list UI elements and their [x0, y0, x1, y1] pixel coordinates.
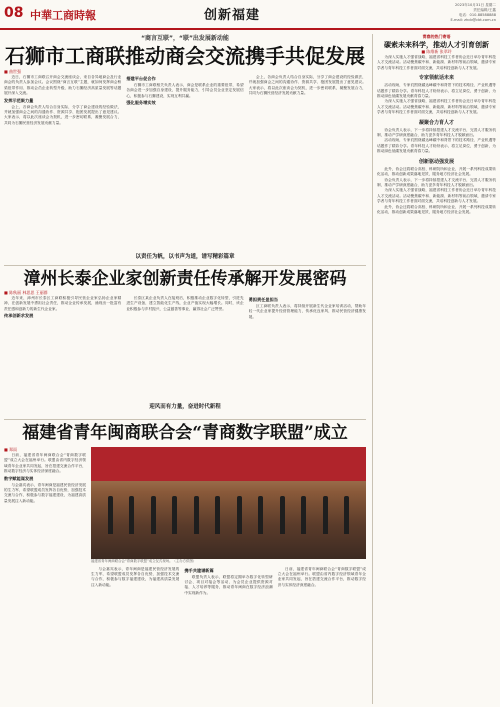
page-header	[0, 0, 500, 30]
event-photo	[91, 447, 366, 559]
header-phone: 电话：010-88588888	[458, 13, 496, 17]
stage-backdrop	[91, 447, 366, 481]
divider	[4, 419, 366, 420]
sidebar-subhead: 创新驱动强发展	[418, 158, 454, 165]
sidebar-column	[372, 34, 496, 704]
sidebar-paragraph: 为深入实施人才强省战略，福建省科技工作者协会近日举办青年科技人才交流活动。活动聚焦碳中和、新能源、新材料等前沿领域，邀请专家学者与青年科技工作者面对面交流，共话科技创新与人才发展。	[377, 55, 496, 70]
article1-subhead: 搭建平台促合作	[126, 76, 156, 81]
photo-caption: 福建省青年闽商联合会“青商数字联盟”成立仪式现场。（主办方供图）	[91, 559, 197, 563]
sidebar-paragraph: 活动现场，专家们围绕碳达峰碳中和背景下的技术路径、产业机遇等话题作了精彩分享。青年科技人才纷纷表示，将立足岗位，勇于创新，为推动绿色低碳发展贡献青春力量。	[377, 83, 496, 99]
sidebar-subhead: 凝聚合力育人才	[418, 119, 454, 126]
article1-paragraph: 石狮市工商联相关负责人表示，商会是联系企业的重要纽带，希望各商会进一步加强自身建设，提升服务能力，引导会员企业坚定发展信心，积极参与石狮建设，实现互利共赢。	[126, 83, 244, 98]
sidebar-paragraph: 活动现场，专家们围绕碳达峰碳中和背景下的技术路径、产业机遇等话题作了精彩分享。青年科技人才纷纷表示，将立足岗位，勇于创新，为推动绿色低碳发展贡献青春力量。	[377, 138, 496, 154]
sidebar-paragraph: 协会负责人表示，下一步将持续搭建人才交流平台，完善人才服务机制，推动产学研深度融合，助力更多青年科技人才脱颖而出。	[377, 127, 496, 138]
main-column	[4, 34, 366, 704]
article-youth-fujian	[4, 422, 366, 704]
sidebar-byline: ■ 陈维新 张翠玲	[421, 49, 452, 54]
article2-paragraph: 区工商联负责人表示，将持续开展新生代企业家培训活动，帮助年轻一代企业家提升经营管理能力，传承优良家风，推动民营经济健康发展。	[248, 304, 366, 319]
article2-subhead: 传承创新求发展	[4, 313, 34, 319]
section-title: 创新福建	[204, 8, 261, 23]
sidebar-subhead: 专家领航话未来	[418, 75, 454, 82]
sidebar-paragraph: 此外，协会还将联合高校、科研院所和企业，开展一系列科技成果转化活动，推动创新成果落地见效，服务地方经济社会发展。	[377, 204, 496, 214]
sidebar-title: 碳索未来科学，推动人才引育创新	[384, 40, 489, 49]
header-editor: 责任编辑/王鑫	[473, 8, 496, 12]
article1-paragraph: 会上，各商会负责人结合自身实际，分享了商会建设的经验做法，并就加强商会之间的沟通协作、资源共享、抱团发展提出了意见建议。大家表示，将以此次座谈会为契机，进一步密切联系，凝聚发展合力，共同为石狮民营经济发展贡献力量。	[248, 75, 366, 96]
sidebar-label: 青春的热门寄语	[422, 34, 451, 39]
article-zhangzhou	[4, 268, 366, 416]
article2-subhead: 勇担责任显担当	[248, 297, 278, 302]
article3-paragraph: 日前，福建省青年闽商联合会“青商数字联盟”成立大会在福州举行。联盟由省内数字经济领域青年企业家共同发起，旨在搭建交流合作平台，推动数字经济与实体经济深度融合。	[277, 566, 366, 587]
article1-paragraph: 会上，各商会负责人结合自身实际，分享了商会建设的经验做法，并就加强商会之间的沟通协作、资源共享、抱团发展提出了意见建议。大家表示，将以此次座谈会为契机，进一步密切联系，凝聚发展合力，共同为石狮民营经济发展贡献力量。	[4, 104, 122, 125]
article3-subhead: 携手共建谱新篇	[184, 567, 214, 573]
article1-kicker: “商言互联”，“联”出发展新动能	[141, 35, 229, 42]
page-number: 08	[4, 5, 24, 21]
article2-headline: 漳州长泰企业家创新责任传承解开发展密码	[23, 269, 347, 289]
article2-paragraph: 近年来，漳州市长泰区工商联积极引导民营企业家弘扬企业家精神，在创新发展中勇担社会责任，推动企业传承发展，涌现出一批富有责任感和创新力的新生代企业家。	[4, 296, 122, 311]
article1-headline: 石狮市工商联推动商会交流携手共促发展	[5, 44, 365, 68]
article3-paragraph: 日前，福建省青年闽商联合会“青商数字联盟”成立大会在福州举行。联盟由省内数字经济领域青年企业家共同发起，旨在搭建交流合作平台，推动数字经济与实体经济深度融合。	[4, 453, 86, 474]
article2-footer-line: 迎风而有力量，奋进时代新程	[149, 404, 221, 410]
article2-paragraph: 长泰区某企业负责人在接班后，积极推动企业数字化转型，引进先进生产设备，建立智能化生产线，企业产值实现大幅增长。同时，该企业积极参与乡村振兴、公益慈善等事业，赢得社会广泛赞誉。	[126, 296, 244, 311]
article3-paragraph: 与会嘉宾表示，青年闽商是福建民营经济发展的生力军，希望联盟成员发挥各自优势，加强技术交流与合作，积极参与数字福建建设，为福建高质量发展注入新动能。	[91, 566, 180, 587]
article3-subhead: 数字赋能谋发展	[4, 475, 34, 481]
article1-byline: ■ 曲世强	[4, 69, 22, 74]
newspaper-name: 中華工商時報	[30, 9, 96, 22]
divider	[4, 265, 366, 266]
article3-paragraph: 联盟负责人表示，联盟将定期举办数字化转型研讨会、项目对接会等活动，为会员企业提供资源对接、人才培养等服务，推动青年闽商在数字经济浪潮中实现新作为。	[184, 574, 273, 595]
article-shishi	[4, 34, 366, 262]
article3-paragraph: 与会嘉宾表示，青年闽商是福建民营经济发展的生力军，希望联盟成员发挥各自优势，加强技术交流与合作，积极参与数字福建建设，为福建高质量发展注入新动能。	[4, 482, 86, 503]
article1-subhead: 发挥示范聚力量	[4, 97, 34, 103]
article3-byline: ■ 郑雨	[4, 447, 18, 452]
article3-headline: 福建省青年闽商联合会“青商数字联盟”成立	[22, 423, 348, 443]
article1-paragraph: 近日，石狮市工商联召开商会交流座谈会，来自各异地商会及行业商会的负责人参加会议。会议围绕“商言互联”主题，就如何发挥商会桥梁纽带作用、推动会员企业转型升级、助力石狮经济高质量发展等话题展开深入交流。	[4, 75, 122, 96]
sidebar-paragraph: 协会负责人表示，下一步将持续搭建人才交流平台，完善人才服务机制，推动产学研深度融合，助力更多青年科技人才脱颖而出。	[377, 177, 496, 187]
header-date: 2023年10月31日 星期二	[455, 3, 496, 7]
people-on-stage	[108, 496, 350, 534]
sidebar-paragraph: 为深入实施人才强省战略，福建省科技工作者协会近日举办青年科技人才交流活动。活动聚焦碳中和、新能源、新材料等前沿领域，邀请专家学者与青年科技工作者面对面交流，共话科技创新与人才发展。	[377, 188, 496, 204]
header-email: E-mail: zhcb@cbt.com.cn	[450, 18, 496, 22]
header-meta	[376, 3, 496, 23]
article2-byline: ■ 陈秋丽 林思思 王丽群	[4, 290, 48, 295]
article1-subhead: 强化服务增实效	[126, 100, 156, 106]
sidebar-paragraph: 此外，协会还将联合高校、科研院所和企业，开展一系列科技成果转化活动，推动创新成果落地见效，服务地方经济社会发展。	[377, 166, 496, 177]
sidebar-paragraph: 为深入实施人才强省战略，福建省科技工作者协会近日举办青年科技人才交流活动。活动聚焦碳中和、新能源、新材料等前沿领域，邀请专家学者与青年科技工作者面对面交流，共话科技创新与人才发展。	[377, 99, 496, 115]
article1-footer-line: 以责任为帆，以书声为道，谱写精彩篇章	[135, 254, 235, 260]
